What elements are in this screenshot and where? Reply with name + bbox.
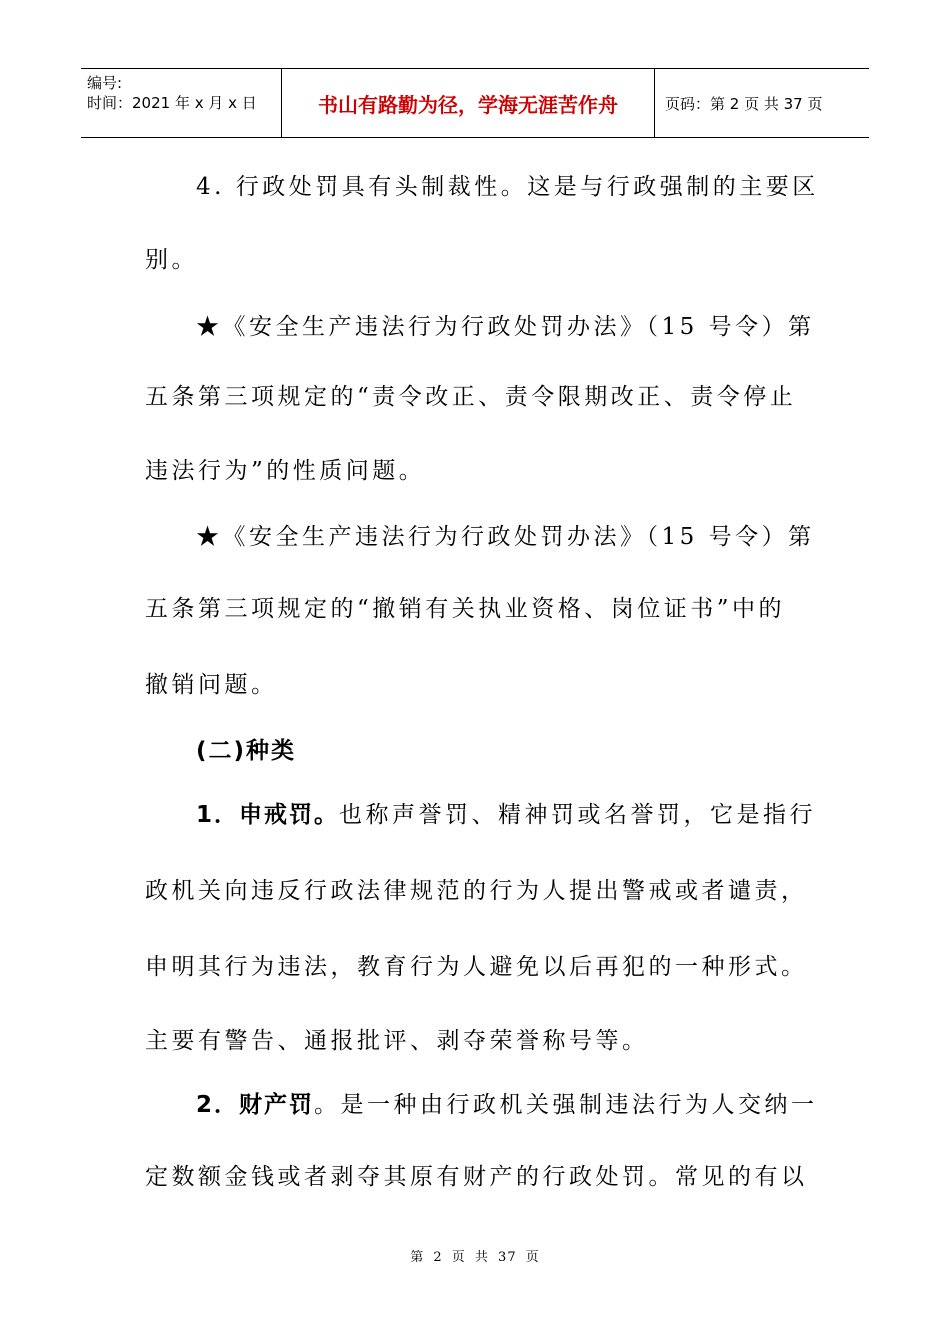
item-2-label: 2．财产罚 xyxy=(196,1092,315,1118)
document-date-label: 时间：2021 年 x 月 x 日 xyxy=(87,94,257,112)
paragraph-line: 政机关向违反行政法律规范的行为人提出警戒或者谴责， xyxy=(145,878,808,904)
paragraph-line: 4. 行政处罚具有头制裁性。这是与行政强制的主要区 xyxy=(196,174,819,200)
page-footer: 第 2 页 共 37 页 xyxy=(410,1250,540,1265)
paragraph-line: 别。 xyxy=(145,247,198,273)
paragraph-line: 主要有警告、通报批评、剥夺荣誉称号等。 xyxy=(145,1028,649,1054)
item-1-text: 也称声誉罚、精神罚或名誉罚，它是指行 xyxy=(339,802,817,828)
section-heading: (二)种类 xyxy=(196,738,297,764)
paragraph-line: 五条第三项规定的“责令改正、责令限期改正、责令停止 xyxy=(145,384,797,410)
paragraph-line: 申明其行为违法，教育行为人避免以后再犯的一种形式。 xyxy=(145,954,808,980)
paragraph-line: 违法行为”的性质问题。 xyxy=(145,458,426,484)
header-info-cell xyxy=(81,69,281,137)
paragraph-line: 撤销问题。 xyxy=(145,672,278,698)
item-1-first-line xyxy=(196,800,856,830)
paragraph-line: 五条第三项规定的“撤销有关执业资格、岗位证书”中的 xyxy=(145,596,786,622)
item-1-label: 1．申戒罚。 xyxy=(196,802,340,828)
header-page-code: 页码：第 2 页 共 37 页 xyxy=(665,94,823,113)
header-table xyxy=(81,68,869,138)
item-2-text: 。是一种由行政机关强制违法行为人交纳一 xyxy=(314,1092,818,1118)
paragraph-line: 定数额金钱或者剥夺其原有财产的行政处罚。常见的有以 xyxy=(145,1164,808,1190)
paragraph-line: ★《安全生产违法行为行政处罚办法》（15 号令）第 xyxy=(196,524,815,550)
item-2-first-line xyxy=(196,1090,856,1120)
paragraph-line: ★《安全生产违法行为行政处罚办法》（15 号令）第 xyxy=(196,314,815,340)
document-number-label: 编号: xyxy=(87,74,123,92)
header-motto: 书山有路勤为径，学海无涯苦作舟 xyxy=(318,92,618,117)
